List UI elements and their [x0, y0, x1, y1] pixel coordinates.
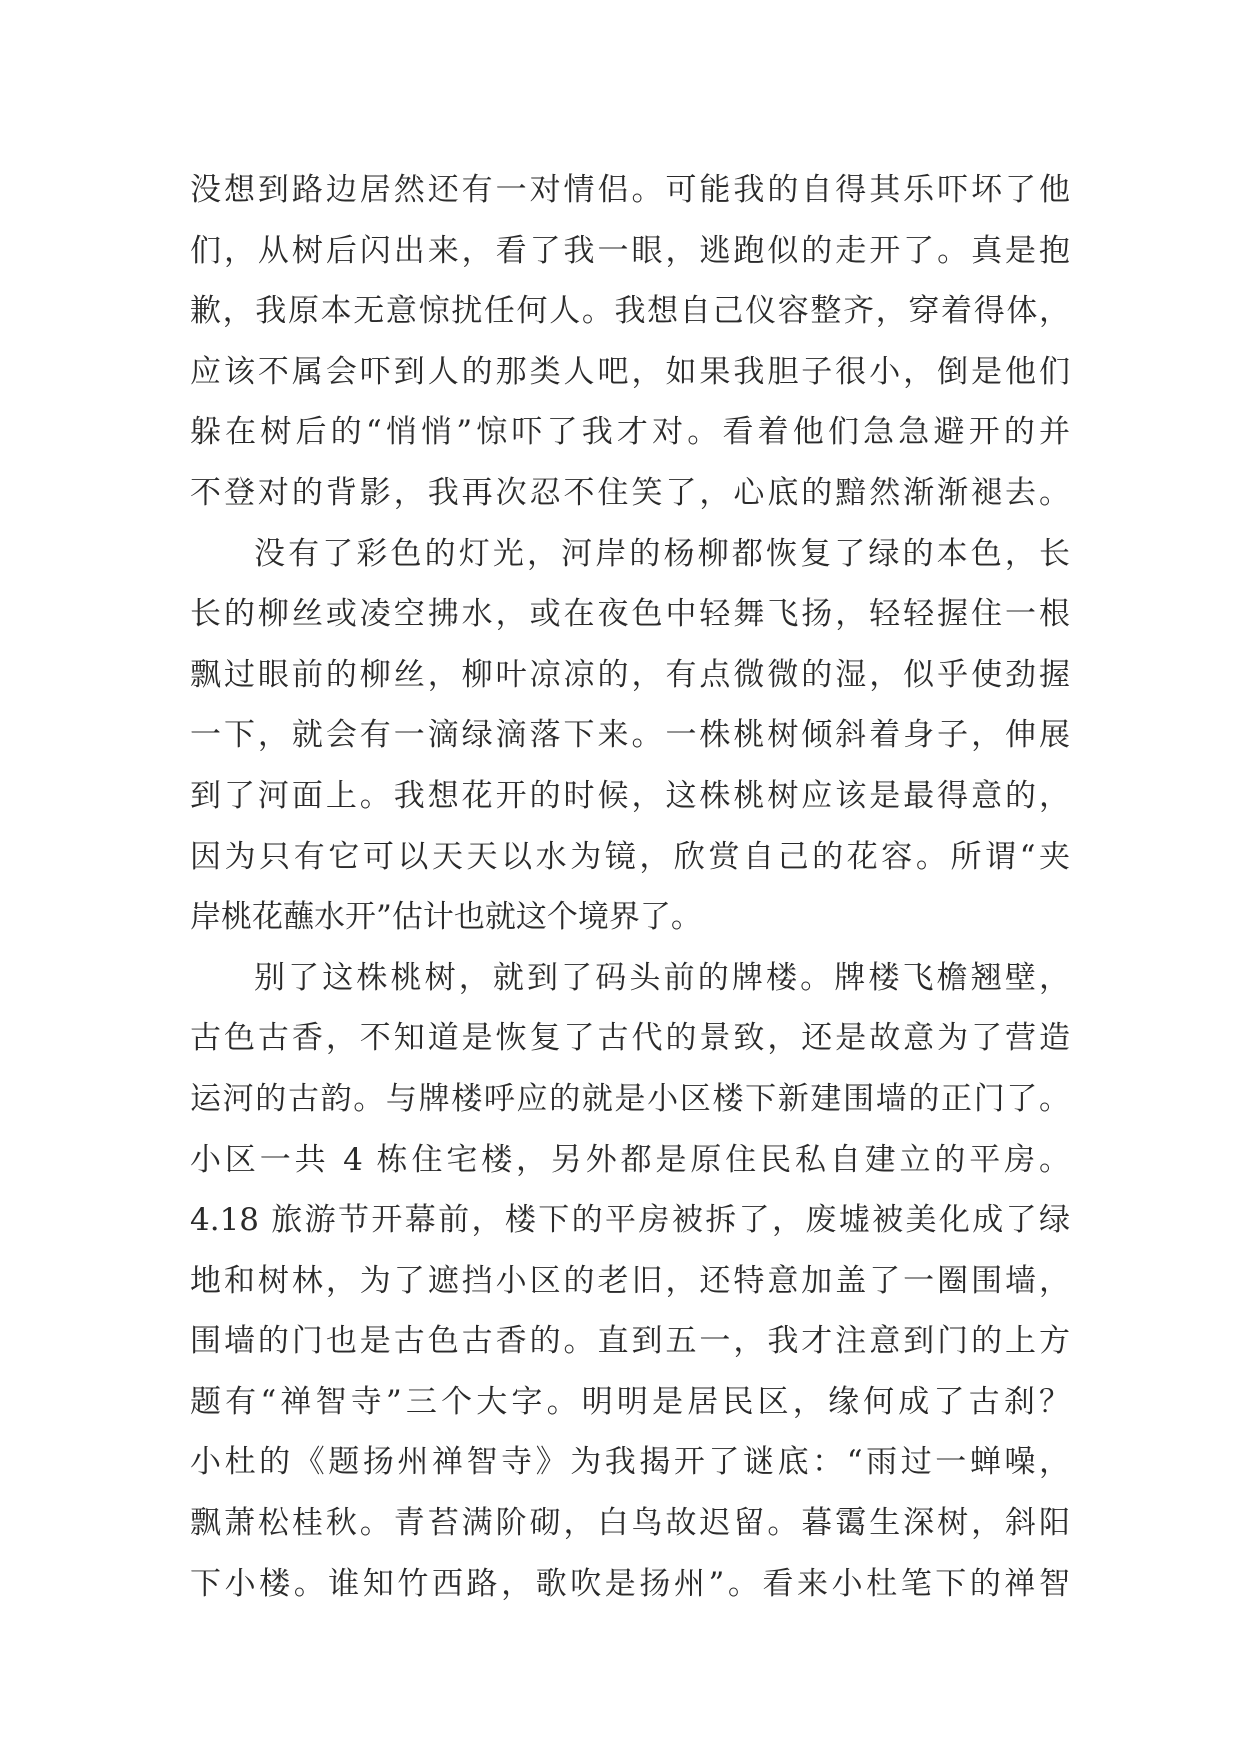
- text-line: 躲在树后的“悄悄”惊吓了我才对。看着他们急急避开的并: [190, 414, 1070, 451]
- text-line: 们，从树后闪出来，看了我一眼，逃跑似的走开了。真是抱: [190, 232, 1070, 269]
- body-text: [190, 160, 1070, 1614]
- text-line: 飘萧松桂秋。青苔满阶砌，白鸟故迟留。暮霭生深树，斜阳: [190, 1505, 1070, 1542]
- text-line: 别了这株桃树，就到了码头前的牌楼。牌楼飞檐翘壁，: [254, 959, 1070, 996]
- text-line: 题有“禅智寺”三个大字。明明是居民区，缘何成了古刹？: [190, 1383, 1070, 1420]
- text-line: 长的柳丝或凌空拂水，或在夜色中轻舞飞扬，轻轻握住一根: [190, 596, 1070, 633]
- text-line: 地和树林，为了遮挡小区的老旧，还特意加盖了一圈围墙，: [190, 1262, 1070, 1299]
- text-line: 歉，我原本无意惊扰任何人。我想自己仪容整齐，穿着得体，: [190, 293, 1070, 330]
- text-line: 到了河面上。我想花开的时候，这株桃树应该是最得意的，: [190, 777, 1070, 814]
- text-line: 没想到路边居然还有一对情侣。可能我的自得其乐吓坏了他: [190, 172, 1070, 208]
- text-line: 古色古香，不知道是恢复了古代的景致，还是故意为了营造: [190, 1020, 1070, 1057]
- text-line: 下小楼。谁知竹西路，歌吹是扬州”。看来小杜笔下的禅智: [190, 1565, 1070, 1602]
- text-line: 因为只有它可以天天以水为镜，欣赏自己的花容。所谓“夹: [190, 838, 1070, 875]
- text-line: 飘过眼前的柳丝，柳叶凉凉的，有点微微的湿，似乎使劲握: [190, 656, 1070, 693]
- text-line: 运河的古韵。与牌楼呼应的就是小区楼下新建围墙的正门了。: [190, 1080, 1070, 1117]
- text-line: 小杜的《题扬州禅智寺》为我揭开了谜底：“雨过一蝉噪，: [190, 1444, 1070, 1481]
- text-line: 一下，就会有一滴绿滴落下来。一株桃树倾斜着身子，伸展: [190, 717, 1070, 754]
- text-line: 小区一共 4 栋住宅楼，另外都是原住民私自建立的平房。: [190, 1141, 1070, 1178]
- text-line: 围墙的门也是古色古香的。直到五一，我才注意到门的上方: [190, 1323, 1070, 1360]
- text-line: 应该不属会吓到人的那类人吧，如果我胆子很小，倒是他们: [190, 353, 1070, 390]
- text-line: 不登对的背影，我再次忍不住笑了，心底的黯然渐渐褪去。: [190, 474, 1070, 511]
- text-line: 没有了彩色的灯光，河岸的杨柳都恢复了绿的本色，长: [254, 535, 1070, 572]
- text-line: 岸桃花蘸水开”估计也就这个境界了。: [190, 899, 702, 936]
- text-line: 4.18 旅游节开幕前，楼下的平房被拆了，废墟被美化成了绿: [190, 1202, 1070, 1239]
